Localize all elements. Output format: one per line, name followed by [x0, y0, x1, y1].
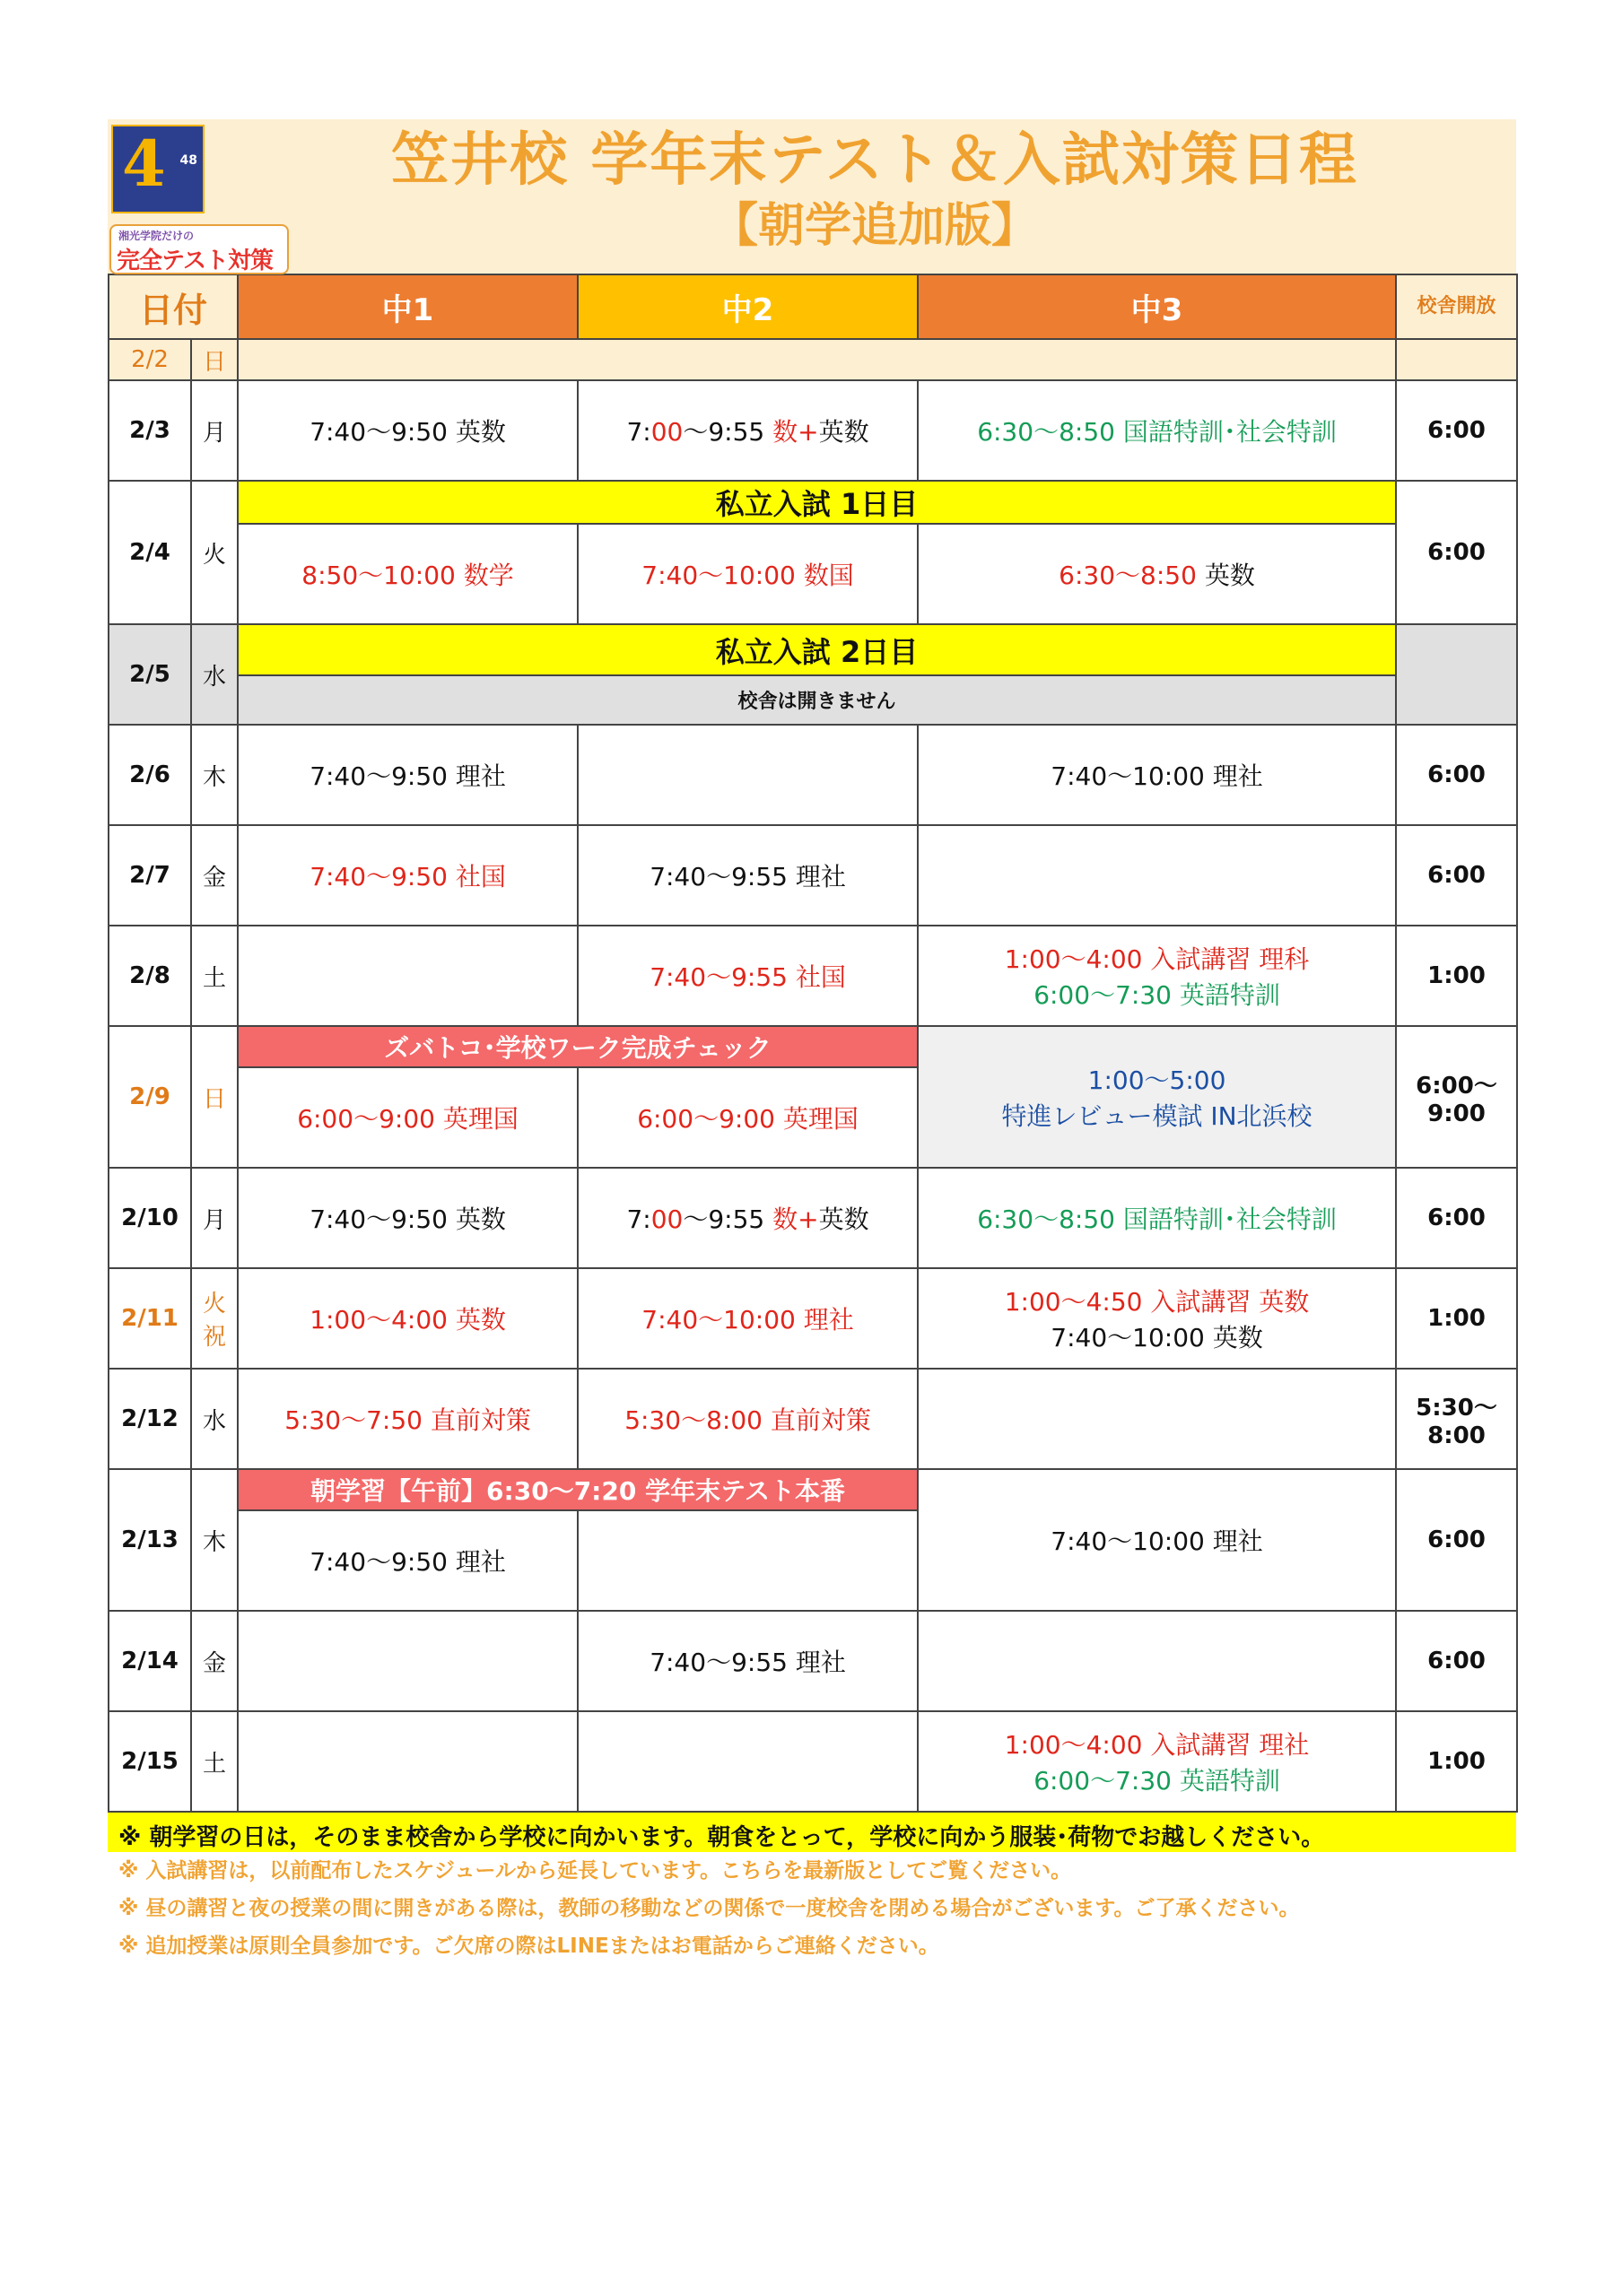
weekday-cell: 火 祝 [191, 1268, 238, 1369]
grade1-cell: 7:40～9:50 理社 [238, 1510, 578, 1611]
table-row [109, 1268, 1517, 1369]
page-subtitle: 【朝学追加版】 [711, 199, 1038, 253]
open-cell: 6:00 [1396, 1611, 1517, 1711]
col-grade1: 中1 [238, 274, 578, 339]
grade3-cell: 6:30～8:50 国語特訓･社会特訓 [918, 1168, 1396, 1268]
table-row [109, 926, 1517, 1026]
grade2-cell: 7:40～9:55 理社 [578, 825, 918, 926]
grade1-cell [238, 926, 578, 1026]
weekday-cell: 木 [191, 1469, 238, 1611]
grade3-cell [918, 825, 1396, 926]
weekday-cell: 水 [191, 624, 238, 725]
grade2-cell: 7:40～9:55 理社 [578, 1611, 918, 1711]
grade1-cell: 7:40～9:50 英数 [238, 380, 578, 481]
open-cell: 6:00 [1396, 1469, 1517, 1611]
grade2-cell: 7:00～9:55 数+英数 [578, 380, 918, 481]
open-cell [1396, 624, 1517, 725]
grade3-cell: 6:30～8:50 英数 [918, 524, 1396, 624]
grade1-cell: 5:30～7:50 直前対策 [238, 1369, 578, 1469]
open-cell: 6:00～ 9:00 [1396, 1026, 1517, 1168]
exam-day-banner: 私立入試 2日目 [238, 624, 1396, 675]
grade2-cell [578, 1510, 918, 1611]
table-row [109, 1711, 1517, 1812]
schedule-page [108, 119, 1516, 1965]
table-row [109, 524, 1517, 624]
table-row [109, 481, 1517, 524]
weekday-cell: 金 [191, 1611, 238, 1711]
grade3-cell: 6:30～8:50 国語特訓･社会特訓 [918, 380, 1396, 481]
open-cell: 6:00 [1396, 481, 1517, 624]
grade1-cell: 6:00～9:00 英理国 [238, 1067, 578, 1168]
school-logo [111, 125, 205, 213]
weekday-cell: 火 [191, 481, 238, 624]
page-header [108, 119, 1516, 274]
date-cell: 2/15 [109, 1711, 191, 1812]
date-cell: 2/14 [109, 1611, 191, 1711]
date-cell: 2/10 [109, 1168, 191, 1268]
col-date: 日付 [109, 274, 238, 339]
open-cell: 1:00 [1396, 1268, 1517, 1369]
grade2-cell: 7:40～10:00 理社 [578, 1268, 918, 1369]
col-grade3: 中3 [918, 274, 1396, 339]
weekday-cell: 日 [191, 339, 238, 380]
date-cell: 2/8 [109, 926, 191, 1026]
date-cell: 2/13 [109, 1469, 191, 1611]
open-cell [1396, 339, 1517, 380]
weekday-cell: 土 [191, 926, 238, 1026]
open-cell: 6:00 [1396, 725, 1517, 825]
grade1-cell: 7:40～9:50 理社 [238, 725, 578, 825]
open-cell: 6:00 [1396, 825, 1517, 926]
date-cell: 2/11 [109, 1268, 191, 1369]
table-row [109, 825, 1517, 926]
grade1-cell [238, 1611, 578, 1711]
table-row [109, 1469, 1517, 1510]
table-row [109, 380, 1517, 481]
grade2-cell [578, 725, 918, 825]
date-cell: 2/7 [109, 825, 191, 926]
table-header-row [109, 274, 1517, 339]
note-morning-study: ※ 朝学習の日は，そのまま校舎から学校に向かいます。朝食をとって，学校に向かう服装･荷物でお越しください。 [108, 1813, 1516, 1852]
grade3-cell: 7:40～10:00 理社 [918, 725, 1396, 825]
weekday-cell: 月 [191, 380, 238, 481]
table-row [109, 1168, 1517, 1268]
schedule-table [108, 274, 1518, 1813]
footer-notes [108, 1813, 1516, 1965]
check-banner: ズバトコ･学校ワーク完成チェック [238, 1026, 918, 1067]
open-cell: 6:00 [1396, 380, 1517, 481]
closed-note: 校舎は開きません [238, 675, 1396, 725]
grade1-cell [238, 1711, 578, 1812]
weekday-cell: 土 [191, 1711, 238, 1812]
date-cell: 2/12 [109, 1369, 191, 1469]
morning-study-banner: 朝学習【午前】6:30～7:20 学年末テスト本番 [238, 1469, 918, 1510]
grade3-cell: 1:00～5:00 特進レビュー模試 IN北浜校 [918, 1026, 1396, 1168]
grade3-cell: 7:40～10:00 理社 [918, 1469, 1396, 1611]
logo-years: 48 [179, 153, 197, 168]
date-cell: 2/5 [109, 624, 191, 725]
grade1-cell: 7:40～9:50 社国 [238, 825, 578, 926]
grade2-cell: 7:40～9:55 社国 [578, 926, 918, 1026]
grade3-cell: 1:00～4:00 入試講習 理科 6:00～7:30 英語特訓 [918, 926, 1396, 1026]
grade3-cell [918, 1611, 1396, 1711]
open-cell: 6:00 [1396, 1168, 1517, 1268]
grade3-cell [918, 1369, 1396, 1469]
note-closing: ※ 昼の講習と夜の授業の間に開きがある際は，教師の移動などの関係で一度校舎を閉める場合がございます。ご了承ください。 [118, 1897, 1300, 1920]
weekday-cell: 水 [191, 1369, 238, 1469]
grade2-cell: 6:00～9:00 英理国 [578, 1067, 918, 1168]
complete-test-badge [109, 224, 289, 274]
open-cell: 1:00 [1396, 1711, 1517, 1812]
col-grade2: 中2 [578, 274, 918, 339]
page-title: 笠井校 学年末テスト＆入試対策日程 [391, 127, 1358, 194]
date-cell: 2/6 [109, 725, 191, 825]
grade2-cell: 5:30～8:00 直前対策 [578, 1369, 918, 1469]
table-row [109, 624, 1517, 675]
col-open: 校舎開放 [1396, 274, 1517, 339]
grade1-cell: 7:40～9:50 英数 [238, 1168, 578, 1268]
table-row [109, 339, 1517, 380]
note-attendance: ※ 追加授業は原則全員参加です。ご欠席の際はLINEまたはお電話からご連絡ください。 [118, 1935, 939, 1958]
table-row [109, 1369, 1517, 1469]
note-exam-course: ※ 入試講習は，以前配布したスケジュールから延長しています。こちらを最新版としてご覧ください。 [118, 1859, 1072, 1883]
date-cell: 2/9 [109, 1026, 191, 1168]
grade3-cell: 1:00～4:00 入試講習 理社 6:00～7:30 英語特訓 [918, 1711, 1396, 1812]
empty-cell [238, 339, 1396, 380]
logo-number: 4 [122, 126, 166, 201]
grade1-cell: 1:00～4:00 英数 [238, 1268, 578, 1369]
grade2-cell: 7:00～9:55 数+英数 [578, 1168, 918, 1268]
open-cell: 5:30～ 8:00 [1396, 1369, 1517, 1469]
date-cell: 2/3 [109, 380, 191, 481]
date-cell: 2/4 [109, 481, 191, 624]
grade3-cell: 1:00～4:50 入試講習 英数 7:40～10:00 英数 [918, 1268, 1396, 1369]
weekday-cell: 木 [191, 725, 238, 825]
grade2-cell [578, 1711, 918, 1812]
table-row [109, 675, 1517, 725]
grade2-cell: 7:40～10:00 数国 [578, 524, 918, 624]
table-row [109, 1611, 1517, 1711]
grade1-cell: 8:50～10:00 数学 [238, 524, 578, 624]
date-cell: 2/2 [109, 339, 191, 380]
badge-title: 完全テスト対策 [117, 248, 273, 274]
table-row [109, 725, 1517, 825]
exam-day-banner: 私立入試 1日目 [238, 481, 1396, 524]
weekday-cell: 日 [191, 1026, 238, 1168]
weekday-cell: 金 [191, 825, 238, 926]
weekday-cell: 月 [191, 1168, 238, 1268]
table-row [109, 1026, 1517, 1067]
open-cell: 1:00 [1396, 926, 1517, 1026]
badge-caption: 湘光学院だけの [118, 230, 195, 242]
